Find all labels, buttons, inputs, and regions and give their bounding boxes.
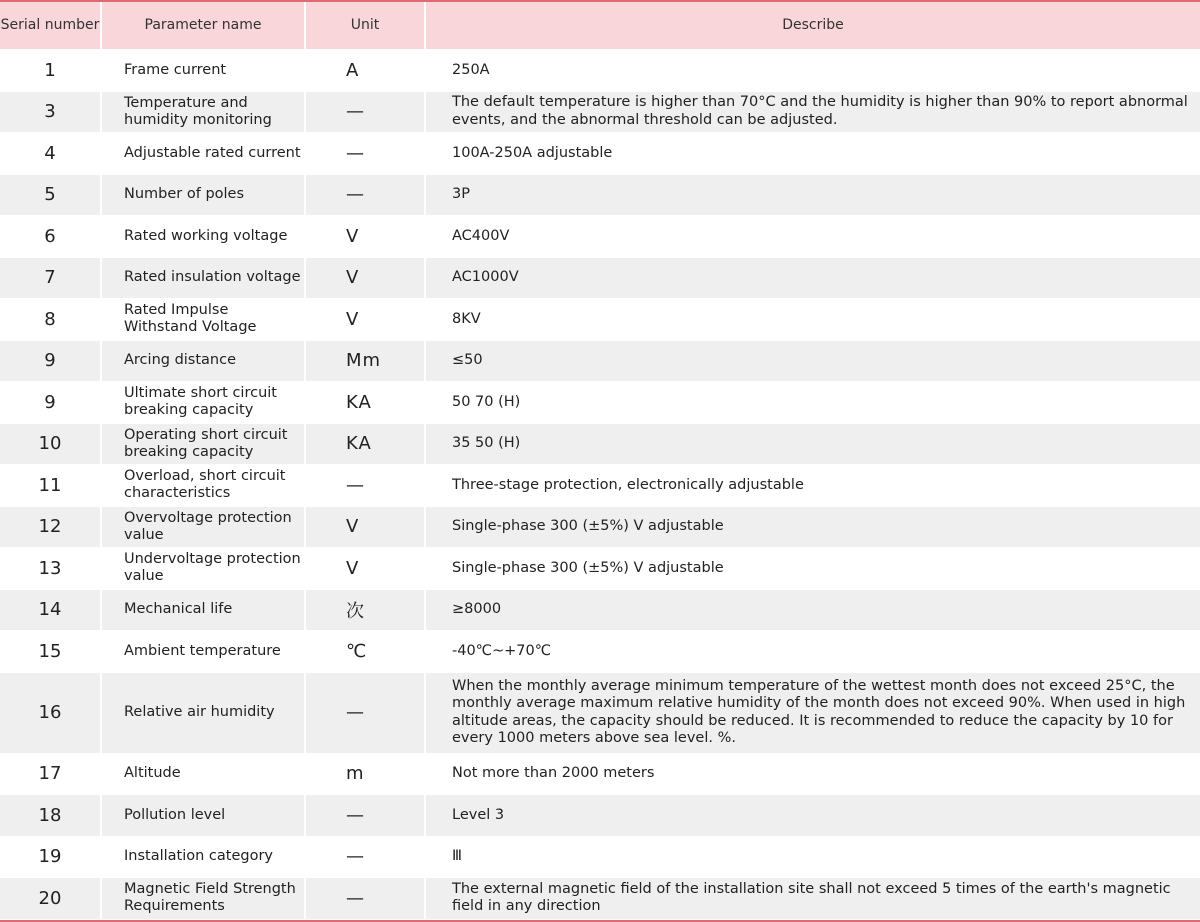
row-param: Adjustable rated current	[102, 133, 306, 174]
row-desc: 250A	[452, 61, 490, 78]
header-param: Parameter name	[102, 2, 306, 49]
table-body	[0, 50, 1200, 920]
row-desc: ≤50	[452, 352, 483, 368]
row-desc: 50 70 (H)	[452, 393, 521, 410]
row-desc: ≥8000	[452, 601, 502, 617]
row-param: Number of poles	[102, 175, 306, 216]
row-desc: 8KV	[452, 310, 481, 327]
row-desc: 35 50 (H)	[452, 435, 521, 451]
row-desc: The default temperature is higher than 70°C and the humidity is higher than 90% to report abnormal events, and the abnormal threshold can be adjusted.	[452, 94, 1188, 128]
row-unit: —	[306, 465, 426, 506]
row-serial: 18	[0, 795, 102, 836]
table-row	[0, 175, 1200, 217]
row-unit: —	[306, 837, 426, 878]
row-unit: —	[306, 133, 426, 174]
row-serial: 10	[0, 424, 102, 465]
row-unit: —	[306, 795, 426, 836]
bottom-rule	[0, 920, 1200, 922]
row-serial: 14	[0, 590, 102, 631]
table-row	[0, 341, 1200, 383]
row-desc: 3P	[452, 186, 470, 202]
row-param: Rated insulation voltage	[102, 258, 306, 299]
row-param: Relative air humidity	[102, 673, 306, 753]
table-row	[0, 382, 1200, 424]
row-unit: KA	[306, 424, 426, 465]
row-unit: m	[306, 754, 426, 795]
header-serial: Serial number	[0, 2, 102, 49]
row-param: Altitude	[102, 754, 306, 795]
row-serial: 13	[0, 548, 102, 589]
row-serial: 5	[0, 175, 102, 216]
header-unit: Unit	[306, 2, 426, 49]
table-row	[0, 216, 1200, 258]
row-param: Rated working voltage	[102, 216, 306, 257]
row-serial: 17	[0, 754, 102, 795]
row-unit: KA	[306, 382, 426, 423]
row-param: Installation category	[102, 837, 306, 878]
table-row	[0, 465, 1200, 507]
row-serial: 12	[0, 507, 102, 548]
row-param: Ambient temperature	[102, 631, 306, 672]
row-unit: V	[306, 258, 426, 299]
row-param: Frame current	[102, 50, 306, 91]
row-param: Pollution level	[102, 795, 306, 836]
table-row	[0, 258, 1200, 300]
row-serial: 15	[0, 631, 102, 672]
row-unit: A	[306, 50, 426, 91]
row-unit: Mm	[306, 341, 426, 382]
table-row	[0, 878, 1200, 920]
row-desc: Three-stage protection, electronically adjustable	[452, 476, 804, 493]
row-serial: 6	[0, 216, 102, 257]
table-row	[0, 548, 1200, 590]
row-param: Mechanical life	[102, 590, 306, 631]
row-desc: Single-phase 300 (±5%) V adjustable	[452, 518, 724, 534]
row-serial: 3	[0, 92, 102, 133]
row-unit: 次	[306, 590, 426, 631]
row-serial: 9	[0, 341, 102, 382]
row-param: Overvoltage protection value	[102, 507, 306, 548]
row-param: Rated Impulse Withstand Voltage	[102, 299, 306, 340]
row-unit: V	[306, 299, 426, 340]
row-serial: 16	[0, 673, 102, 753]
row-unit: ℃	[306, 631, 426, 672]
row-param: Arcing distance	[102, 341, 306, 382]
table-row	[0, 673, 1200, 754]
row-desc: Single-phase 300 (±5%) V adjustable	[452, 559, 724, 576]
row-serial: 19	[0, 837, 102, 878]
row-serial: 11	[0, 465, 102, 506]
row-desc: 100A-250A adjustable	[452, 144, 613, 161]
row-unit: —	[306, 673, 426, 753]
table-row	[0, 631, 1200, 673]
row-param: Undervoltage protection value	[102, 548, 306, 589]
row-unit: V	[306, 507, 426, 548]
row-unit: V	[306, 548, 426, 589]
row-param: Ultimate short circuit breaking capacity	[102, 382, 306, 423]
row-desc: -40℃~+70℃	[452, 642, 552, 659]
row-desc: When the monthly average minimum temperature of the wettest month does not exceed 25°C, the monthly average maximum relative humidity of the month does not exceed 90%. When used in high altitude areas, the capacity should be reduced. It is recommended to reduce the capacity by 10 for every 1000 meters above sea level. %.	[452, 677, 1186, 746]
table-row	[0, 424, 1200, 466]
row-desc: The external magnetic field of the installation site shall not exceed 5 times of the earth's magnetic field in any direction	[452, 880, 1171, 915]
row-desc: Level 3	[452, 806, 505, 823]
row-serial: 9	[0, 382, 102, 423]
row-desc: Not more than 2000 meters	[452, 765, 655, 781]
row-serial: 4	[0, 133, 102, 174]
table-row	[0, 299, 1200, 341]
table-row	[0, 50, 1200, 92]
table-row	[0, 133, 1200, 175]
row-unit: —	[306, 878, 426, 919]
row-serial: 7	[0, 258, 102, 299]
row-serial: 1	[0, 50, 102, 91]
header-desc: Describe	[782, 17, 844, 33]
row-param: Overload, short circuit characteristics	[102, 465, 306, 506]
row-param: Temperature and humidity monitoring	[102, 92, 306, 133]
row-unit: —	[306, 175, 426, 216]
table-row	[0, 507, 1200, 549]
row-param: Operating short circuit breaking capacity	[102, 424, 306, 465]
table-row	[0, 795, 1200, 837]
table-row	[0, 590, 1200, 632]
table-row	[0, 837, 1200, 879]
row-desc: AC1000V	[452, 269, 519, 285]
row-desc: AC400V	[452, 227, 510, 244]
row-unit: —	[306, 92, 426, 133]
table-header	[0, 2, 1200, 50]
row-param: Magnetic Field Strength Requirements	[102, 878, 306, 919]
table-row	[0, 754, 1200, 796]
row-serial: 20	[0, 878, 102, 919]
row-unit: V	[306, 216, 426, 257]
table-row	[0, 92, 1200, 134]
row-serial: 8	[0, 299, 102, 340]
row-desc: Ⅲ	[452, 848, 462, 864]
